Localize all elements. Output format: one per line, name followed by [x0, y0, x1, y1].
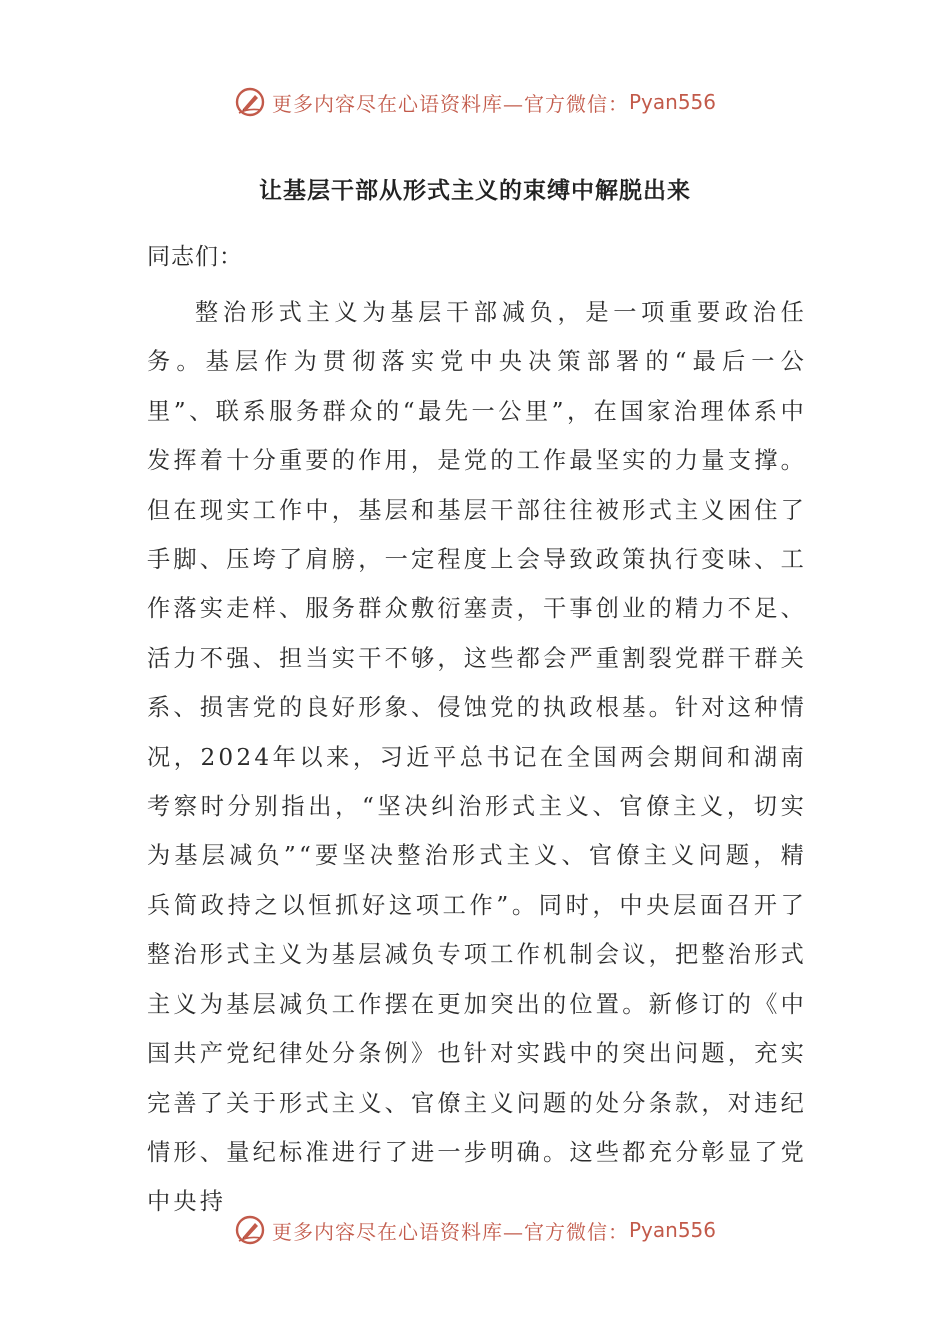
body-paragraph: 整治形式主义为基层干部减负，是一项重要政治任务。基层作为贯彻落实党中央决策部署的“最后一公里”、联系服务群众的“最先一公里”，在国家治理体系中发挥着十分重要的作用，是党的工作最坚实的力量支撑。但在现实工作中，基层和基层干部往往被形式主义困住了手脚、压垮了肩膀，一定程度上会导致政策执行变味、工作落实走样、服务群众敷衍塞责，干事创业的精力不足、活力不强、担当实干不够，这些都会严重割裂党群干群关系、损害党的良好形象、侵蚀党的执政根基。针对这种情况，2024年以来，习近平总书记在全国两会期间和湖南考察时分别指出，“坚决纠治形式主义、官僚主义，切实为基层减负”“要坚决整治形式主义、官僚主义问题，精兵简政持之以恒抓好这项工作”。同时，中央层面召开了整治形式主义为基层减负专项工作机制会议，把整治形式主义为基层减负工作摆在更加突出的位置。新修订的《中国共产党纪律处分条例》也针对实践中的突出问题，充实完善了关于形式主义、官僚主义问题的处分条款，对违纪情形、量纪标准进行了进一步明确。这些都充分彰显了党中央持 — [147, 299, 807, 1216]
footer-watermark-banner — [0, 1210, 950, 1250]
wechat-id: Pyan556 — [628, 1218, 716, 1242]
document-title: 让基层干部从形式主义的束缚中解脱出来 — [259, 178, 691, 204]
wechat-id: Pyan556 — [628, 90, 716, 114]
header-watermark-banner — [0, 82, 950, 122]
salutation: 同志们： — [147, 244, 243, 270]
pen-logo-icon — [234, 1214, 266, 1246]
watermark-text: 更多内容尽在心语资料库—官方微信： — [271, 1219, 629, 1244]
watermark-text: 更多内容尽在心语资料库—官方微信： — [271, 91, 629, 116]
pen-logo-icon — [234, 86, 266, 118]
